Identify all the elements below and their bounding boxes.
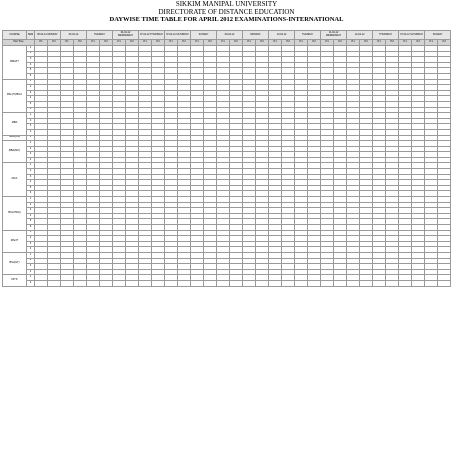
day-header: THURSDAY — [373, 31, 399, 40]
timetable-body — [3, 46, 451, 287]
exam-slot-cell — [191, 280, 204, 286]
course-name: BSc(ITES) — [3, 197, 27, 231]
exam-slot-cell — [126, 280, 139, 286]
part-time-label: Part Time — [3, 40, 35, 46]
semester-cell: 2 — [27, 51, 35, 57]
part-time-cell: P.2 — [152, 40, 165, 46]
semester-cell: 5 — [27, 68, 35, 74]
course-name: MCA — [3, 163, 27, 197]
timetable-title: DAYWISE TIME TABLE FOR APRIL 2012 EXAMINATIONS-INTERNATIONAL — [109, 16, 344, 23]
page-header — [0, 0, 453, 24]
day-header: SUNDAY — [425, 31, 451, 40]
course-header: COURSE — [3, 31, 27, 40]
semester-cell: 4 — [27, 269, 35, 275]
part-time-cell: P.1 — [113, 40, 126, 46]
semester-cell: 1 — [27, 135, 35, 141]
exam-slot-cell — [412, 280, 425, 286]
part-time-cell: P.2 — [412, 40, 425, 46]
semester-cell: 4 — [27, 213, 35, 219]
day-header: 07-04-12 SATURDAY — [399, 31, 425, 40]
part-time-cell: P.1 — [87, 40, 100, 46]
part-time-cell: P.2 — [230, 40, 243, 46]
semester-cell: 2 — [27, 202, 35, 208]
exam-slot-cell — [204, 280, 217, 286]
day-header: SUNDAY — [191, 31, 217, 40]
day-header: 12-04-12 — [347, 31, 373, 40]
exam-slot-cell — [230, 280, 243, 286]
semester-cell: 3 — [27, 152, 35, 158]
course-name: MScIT — [3, 230, 27, 252]
course-name: BBA(MC) — [3, 141, 27, 163]
part-time-cell: P.2 — [438, 40, 451, 46]
semester-cell: 4 — [27, 247, 35, 253]
exam-slot-cell — [74, 280, 87, 286]
semester-cell: 4 — [27, 129, 35, 135]
university-name: SIKKIM MANIPAL UNIVERSITY — [175, 0, 278, 8]
semester-cell: 1 — [27, 252, 35, 258]
semester-cell: 3 — [27, 57, 35, 63]
exam-slot-cell — [360, 280, 373, 286]
semester-cell: 3 — [27, 264, 35, 270]
table-row — [3, 280, 451, 286]
exam-slot-cell — [295, 280, 308, 286]
part-time-cell: P.2 — [360, 40, 373, 46]
exam-slot-cell — [139, 280, 152, 286]
semester-cell: 6 — [27, 73, 35, 79]
semester-cell: 4 — [27, 180, 35, 186]
course-name: MBA(Intl) — [3, 135, 27, 141]
semester-cell: 3 — [27, 208, 35, 214]
semester-cell: 4 — [27, 157, 35, 163]
semester-cell: 3 — [27, 174, 35, 180]
semester-cell: 2 — [27, 280, 35, 286]
part-time-cell: P.2 — [100, 40, 113, 46]
day-header: 03-04-12 — [61, 31, 87, 40]
part-time-cell: P.2 — [74, 40, 87, 46]
semester-cell: 6 — [27, 225, 35, 231]
day-header: 07-04-12 THURSDAY — [139, 31, 165, 40]
exam-slot-cell — [217, 280, 230, 286]
exam-slot-cell — [282, 280, 295, 286]
semester-cell: 2 — [27, 236, 35, 242]
part-time-cell: P.1 — [165, 40, 178, 46]
exam-slot-cell — [35, 280, 48, 286]
day-header: 05-04-12 MONDAY — [35, 31, 61, 40]
semester-cell: 3 — [27, 90, 35, 96]
semester-cell: 4 — [27, 62, 35, 68]
semester-cell: 2 — [27, 258, 35, 264]
exam-slot-cell — [61, 280, 74, 286]
part-time-cell: P.1 — [217, 40, 230, 46]
semester-cell: 1 — [27, 141, 35, 147]
part-time-cell: P.1 — [373, 40, 386, 46]
exam-slot-cell — [269, 280, 282, 286]
part-time-cell: P.2 — [178, 40, 191, 46]
part-time-cell: P.2 — [334, 40, 347, 46]
part-time-cell: P.2 — [386, 40, 399, 46]
part-time-cell: P.2 — [256, 40, 269, 46]
semester-cell: 1 — [27, 275, 35, 281]
semester-cell: 1 — [27, 79, 35, 85]
part-time-cell: P.1 — [61, 40, 74, 46]
day-header: 07-04-12 SATURDAY — [165, 31, 191, 40]
part-time-cell: P.1 — [425, 40, 438, 46]
part-time-cell: P.2 — [126, 40, 139, 46]
course-name: BSc(HT) — [3, 252, 27, 274]
day-header: 09-04-12 — [217, 31, 243, 40]
exam-slot-cell — [165, 280, 178, 286]
course-name: MBA/IT — [3, 46, 27, 80]
semester-cell: 3 — [27, 124, 35, 130]
exam-slot-cell — [48, 280, 61, 286]
part-time-cell: P.1 — [347, 40, 360, 46]
semester-cell: 1 — [27, 46, 35, 52]
semester-cell: 2 — [27, 85, 35, 91]
exam-slot-cell — [373, 280, 386, 286]
part-time-cell: P.1 — [35, 40, 48, 46]
semester-cell: 5 — [27, 185, 35, 191]
part-time-cell: P.1 — [243, 40, 256, 46]
course-name: MBA — [3, 113, 27, 135]
day-header: TUESDAY — [87, 31, 113, 40]
part-time-cell: P.2 — [204, 40, 217, 46]
day-header: 04-04-12 WEDNESDAY — [113, 31, 139, 40]
course-name: DITS — [3, 275, 27, 286]
part-time-cell: P.2 — [48, 40, 61, 46]
part-time-cell: P.1 — [269, 40, 282, 46]
semester-cell: 1 — [27, 113, 35, 119]
semester-cell: 2 — [27, 169, 35, 175]
day-header: TUESDAY — [295, 31, 321, 40]
day-header: 11-04-12 WEDNESDAY — [321, 31, 347, 40]
exam-slot-cell — [334, 280, 347, 286]
exam-slot-cell — [178, 280, 191, 286]
part-time-cell: P.1 — [139, 40, 152, 46]
semester-cell: 3 — [27, 241, 35, 247]
semester-cell: 4 — [27, 96, 35, 102]
semester-cell: 1 — [27, 163, 35, 169]
day-header: 10-04-12 — [269, 31, 295, 40]
semester-cell: 1 — [27, 230, 35, 236]
semester-cell: 2 — [27, 118, 35, 124]
semester-cell: 2 — [27, 146, 35, 152]
exam-slot-cell — [100, 280, 113, 286]
day-header: MONDAY — [243, 31, 269, 40]
exam-slot-cell — [347, 280, 360, 286]
sem-header: SEM — [27, 31, 35, 40]
day-header-row — [3, 31, 451, 40]
part-time-cell: P.2 — [282, 40, 295, 46]
part-time-cell: P.1 — [399, 40, 412, 46]
exam-slot-cell — [425, 280, 438, 286]
exam-slot-cell — [386, 280, 399, 286]
exam-slot-cell — [243, 280, 256, 286]
semester-cell: 1 — [27, 197, 35, 203]
part-time-cell: P.1 — [321, 40, 334, 46]
part-time-cell: P.2 — [308, 40, 321, 46]
exam-slot-cell — [152, 280, 165, 286]
part-time-cell: P.1 — [295, 40, 308, 46]
part-time-cell: P.1 — [191, 40, 204, 46]
semester-cell: 5 — [27, 101, 35, 107]
exam-slot-cell — [438, 280, 451, 286]
exam-slot-cell — [256, 280, 269, 286]
semester-cell: 5 — [27, 219, 35, 225]
timetable — [2, 30, 451, 287]
course-name: BSc(IT)/BCA — [3, 79, 27, 113]
semester-cell: 6 — [27, 107, 35, 113]
exam-slot-cell — [399, 280, 412, 286]
exam-slot-cell — [87, 280, 100, 286]
directorate-name: DIRECTORATE OF DISTANCE EDUCATION — [158, 8, 295, 16]
exam-slot-cell — [113, 280, 126, 286]
semester-cell: 6 — [27, 191, 35, 197]
exam-slot-cell — [308, 280, 321, 286]
exam-slot-cell — [321, 280, 334, 286]
